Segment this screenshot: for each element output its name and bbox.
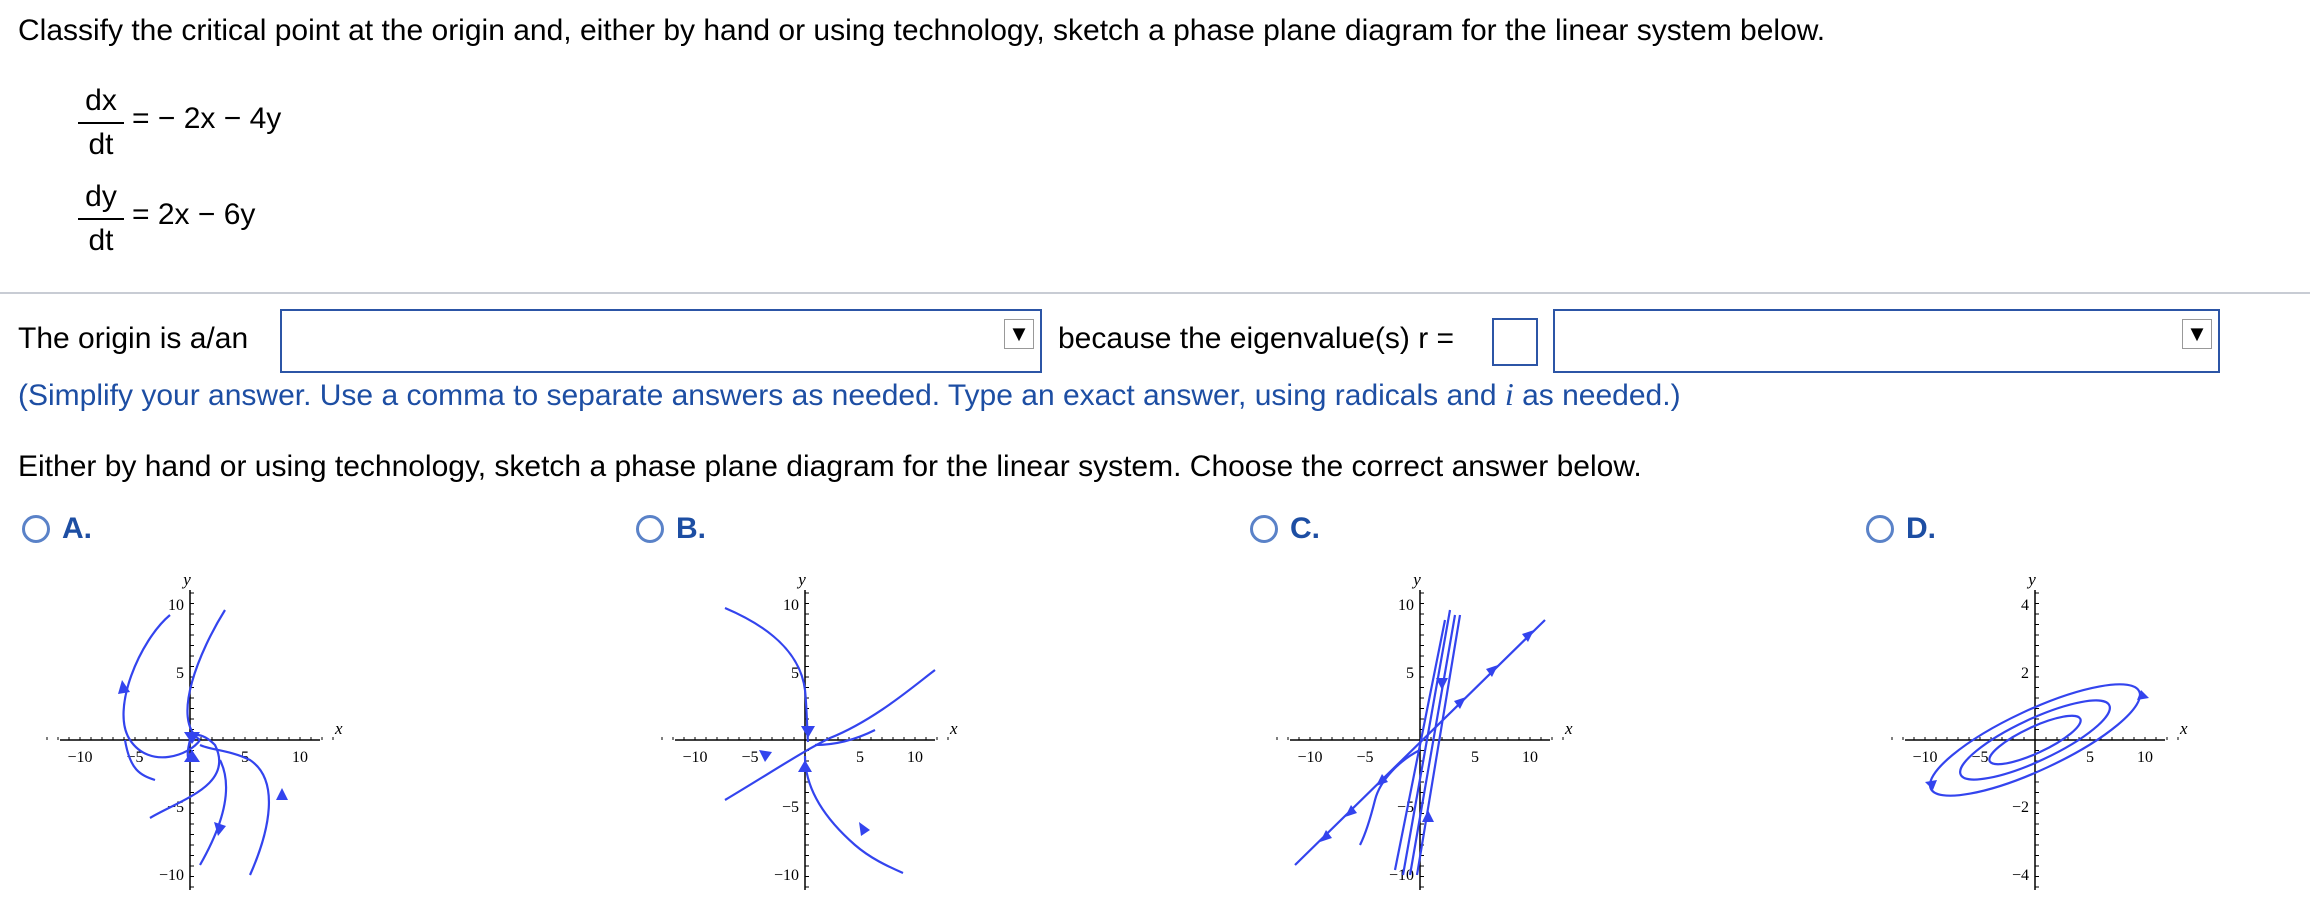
direction-arrows	[759, 726, 870, 836]
trajectory	[805, 756, 903, 873]
x-tick-label: −5	[741, 749, 759, 766]
fraction-numerator: dx	[85, 84, 117, 117]
fraction-denominator: dt	[88, 224, 114, 257]
x-tick-label: 5	[241, 749, 249, 766]
y-tick-label: 10	[783, 597, 799, 614]
x-axis-label: x	[335, 719, 343, 738]
y-axis-label: y	[798, 570, 806, 589]
x-tick-label: −10	[682, 749, 708, 766]
fraction-bar	[78, 218, 124, 220]
plot-axes	[47, 570, 343, 890]
classification-dropdown[interactable]	[280, 309, 1042, 373]
answer-hint	[18, 376, 1681, 413]
equation-rhs: = − 2x − 4y	[132, 102, 282, 135]
arrow-icon	[801, 726, 815, 738]
trajectories	[124, 610, 269, 875]
x-tick-label: 5	[856, 749, 864, 766]
x-tick-label: −5	[126, 749, 144, 766]
y-tick-label: −10	[158, 867, 184, 884]
phase-plane-prompt: Either by hand or using technology, sketch a phase plane diagram for the linear system. Choose the correct answer below.	[18, 450, 1642, 483]
dropdown-arrow-icon[interactable]: ▼	[1004, 319, 1034, 349]
question-text: Classify the critical point at the origin and, either by hand or using technology, sketch a phase plane diagram for the linear system below.	[18, 14, 1826, 47]
eigenvalue-type-dropdown[interactable]	[1553, 309, 2220, 373]
x-tick-label: 10	[292, 749, 308, 766]
radio-button-icon[interactable]	[1866, 515, 1894, 543]
x-tick-label: −5	[1971, 749, 1989, 766]
x-tick-label: −10	[1297, 749, 1323, 766]
arrow-icon	[1422, 810, 1434, 822]
y-tick-label: −2	[2011, 799, 2029, 816]
choice-letter[interactable]: D.	[1906, 512, 1936, 545]
x-tick-label: 10	[2137, 749, 2153, 766]
y-tick-label: 5	[176, 665, 184, 682]
dropdown-arrow-icon[interactable]: ▼	[2182, 319, 2212, 349]
trajectory	[200, 760, 226, 865]
fraction-denominator: dt	[88, 128, 114, 161]
phase-plot-c	[1270, 560, 1610, 900]
derivative-fraction	[78, 82, 124, 164]
y-axis-label: y	[1413, 570, 1421, 589]
phase-plot-d	[1885, 560, 2225, 900]
y-tick-label: −4	[2011, 867, 2029, 884]
radio-button-icon[interactable]	[22, 515, 50, 543]
eigenvalue-label: because the eigenvalue(s) r =	[1058, 322, 1455, 355]
arrow-icon	[759, 750, 772, 762]
y-tick-label: −5	[781, 799, 799, 816]
hint-text-after: as needed.)	[1513, 379, 1681, 412]
phase-plot-b	[655, 560, 995, 900]
y-tick-label: −10	[1388, 867, 1414, 884]
x-axis-label: x	[2180, 719, 2188, 738]
y-tick-label: 2	[2021, 665, 2029, 682]
trajectory	[200, 745, 269, 875]
choice-a[interactable]	[22, 512, 92, 546]
y-tick-label: 5	[1406, 665, 1414, 682]
arrow-icon	[798, 760, 812, 772]
x-axis-label: x	[950, 719, 958, 738]
plot-axes	[1277, 570, 1573, 890]
x-tick-label: 5	[2086, 749, 2094, 766]
choice-c[interactable]	[1250, 512, 1320, 546]
x-axis-label: x	[1565, 719, 1573, 738]
origin-label: The origin is a/an	[18, 322, 249, 355]
y-tick-label: 10	[168, 597, 184, 614]
fraction-numerator: dy	[85, 180, 117, 213]
trajectory	[1403, 610, 1450, 875]
y-tick-label: 10	[1398, 597, 1414, 614]
eigenvalue-input[interactable]	[1492, 318, 1538, 366]
derivative-fraction	[78, 178, 124, 260]
y-axis-label: y	[183, 570, 191, 589]
y-tick-label: −5	[1396, 799, 1414, 816]
plot-axes	[1892, 570, 2188, 890]
y-tick-label: −5	[166, 799, 184, 816]
choice-letter[interactable]: A.	[62, 512, 92, 545]
hint-italic-i: i	[1504, 376, 1514, 412]
trajectory	[187, 610, 225, 740]
x-tick-label: −10	[67, 749, 93, 766]
radio-button-icon[interactable]	[636, 515, 664, 543]
y-tick-label: 4	[2021, 597, 2029, 614]
x-tick-label: 5	[1471, 749, 1479, 766]
arrow-icon	[276, 788, 288, 800]
equation-rhs: = 2x − 6y	[132, 198, 256, 231]
radio-button-icon[interactable]	[1250, 515, 1278, 543]
y-tick-label: −10	[773, 867, 799, 884]
fraction-bar	[78, 122, 124, 124]
y-axis-label: y	[2028, 570, 2036, 589]
choice-letter[interactable]: B.	[676, 512, 706, 545]
x-tick-label: 10	[907, 749, 923, 766]
hint-text-before: (Simplify your answer. Use a comma to separate answers as needed. Type an exact answer, using radicals and	[18, 379, 1505, 412]
phase-plot-a	[40, 560, 380, 900]
x-tick-label: −10	[1912, 749, 1938, 766]
arrow-icon	[859, 822, 870, 836]
trajectory	[725, 670, 935, 800]
choice-d[interactable]	[1866, 512, 1936, 546]
x-tick-label: −5	[1356, 749, 1374, 766]
x-tick-label: 10	[1522, 749, 1538, 766]
y-tick-label: 5	[791, 665, 799, 682]
section-divider	[0, 292, 2310, 294]
choice-b[interactable]	[636, 512, 706, 546]
choice-letter[interactable]: C.	[1290, 512, 1320, 545]
